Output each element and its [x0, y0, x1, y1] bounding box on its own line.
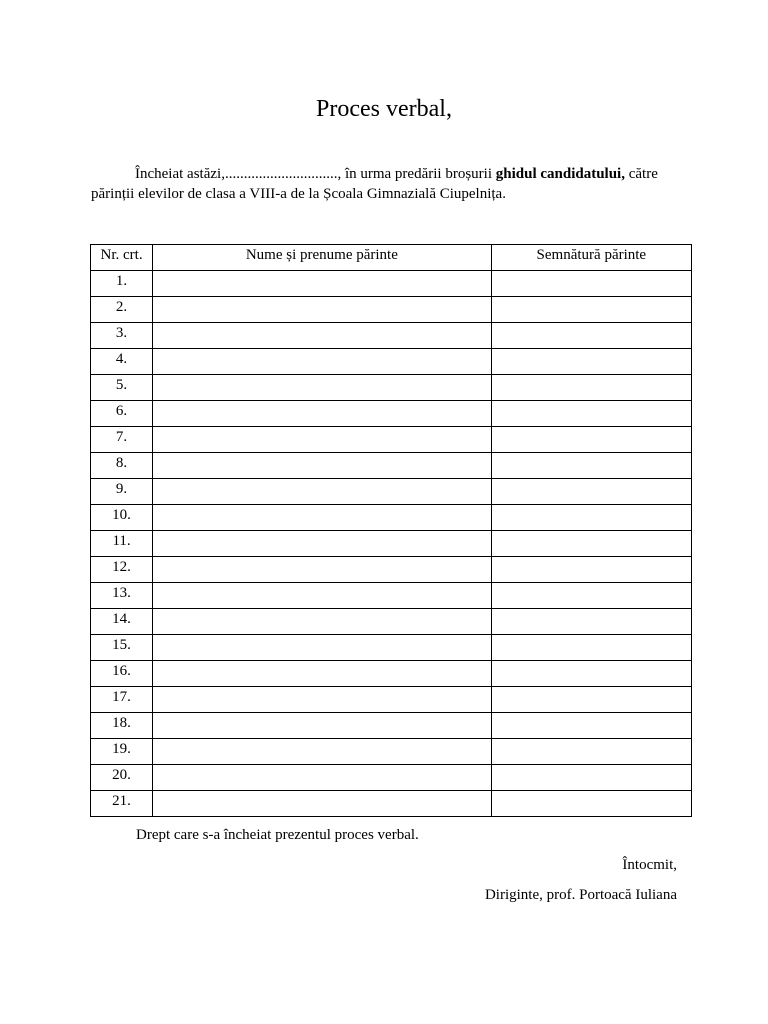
- parent-signature-cell[interactable]: [491, 687, 691, 713]
- table-row: [91, 297, 692, 323]
- row-number: 15.: [91, 635, 153, 661]
- parent-name-cell[interactable]: [153, 609, 492, 635]
- table-row: [91, 583, 692, 609]
- row-number: 3.: [91, 323, 153, 349]
- row-number: 5.: [91, 375, 153, 401]
- table-row: [91, 557, 692, 583]
- table-row: [91, 635, 692, 661]
- header-nr-crt: Nr. crt.: [91, 245, 153, 271]
- parent-signature-cell[interactable]: [491, 375, 691, 401]
- row-number: 21.: [91, 791, 153, 817]
- parent-signature-cell[interactable]: [491, 661, 691, 687]
- parent-name-cell[interactable]: [153, 375, 492, 401]
- row-number: 13.: [91, 583, 153, 609]
- parent-signature-cell[interactable]: [491, 349, 691, 375]
- row-number: 2.: [91, 297, 153, 323]
- made-by-label: Întocmit,: [622, 857, 677, 873]
- parent-signature-cell[interactable]: [491, 531, 691, 557]
- parent-signature-cell[interactable]: [491, 479, 691, 505]
- parent-signature-cell[interactable]: [491, 297, 691, 323]
- table-row: [91, 271, 692, 297]
- row-number: 9.: [91, 479, 153, 505]
- parent-name-cell[interactable]: [153, 739, 492, 765]
- table-row: [91, 323, 692, 349]
- intro-paragraph: [91, 164, 691, 204]
- intro-bold-text: ghidul candidatului,: [495, 166, 625, 182]
- parent-name-cell[interactable]: [153, 583, 492, 609]
- row-number: 17.: [91, 687, 153, 713]
- parent-signature-cell[interactable]: [491, 739, 691, 765]
- parent-name-cell[interactable]: [153, 765, 492, 791]
- parent-signature-cell[interactable]: [491, 635, 691, 661]
- header-signature: Semnătură părinte: [491, 245, 691, 271]
- row-number: 12.: [91, 557, 153, 583]
- table-row: [91, 505, 692, 531]
- parent-name-cell[interactable]: [153, 635, 492, 661]
- header-name: Nume și prenume părinte: [153, 245, 492, 271]
- table-row: [91, 479, 692, 505]
- row-number: 18.: [91, 713, 153, 739]
- parent-signature-cell[interactable]: [491, 401, 691, 427]
- row-number: 10.: [91, 505, 153, 531]
- parent-signature-cell[interactable]: [491, 271, 691, 297]
- parent-name-cell[interactable]: [153, 505, 492, 531]
- parent-name-cell[interactable]: [153, 297, 492, 323]
- closing-statement: Drept care s-a încheiat prezentul proces verbal.: [136, 827, 419, 843]
- signer-name: Diriginte, prof. Portoacă Iuliana: [484, 887, 677, 903]
- parent-signature-cell[interactable]: [491, 427, 691, 453]
- row-number: 20.: [91, 765, 153, 791]
- table-row: [91, 687, 692, 713]
- intro-line-2: părinții elevilor de clasa a VIII-a de la Școala Gimnazială Ciupelnița.: [91, 186, 506, 202]
- table-row: [91, 661, 692, 687]
- parent-name-cell[interactable]: [153, 531, 492, 557]
- intro-line-1: [91, 164, 691, 184]
- row-number: 4.: [91, 349, 153, 375]
- table-header-row: [91, 245, 692, 271]
- parent-name-cell[interactable]: [153, 427, 492, 453]
- parent-name-cell[interactable]: [153, 791, 492, 817]
- parent-name-cell[interactable]: [153, 323, 492, 349]
- parent-name-cell[interactable]: [153, 479, 492, 505]
- row-number: 6.: [91, 401, 153, 427]
- parent-signature-cell[interactable]: [491, 791, 691, 817]
- table-row: [91, 401, 692, 427]
- parent-signature-cell[interactable]: [491, 609, 691, 635]
- parent-signature-cell[interactable]: [491, 453, 691, 479]
- table-row: [91, 739, 692, 765]
- parent-signature-cell[interactable]: [491, 713, 691, 739]
- table-row: [91, 531, 692, 557]
- parent-name-cell[interactable]: [153, 271, 492, 297]
- table-row: [91, 609, 692, 635]
- parent-name-cell[interactable]: [153, 713, 492, 739]
- table-row: [91, 427, 692, 453]
- parent-name-cell[interactable]: [153, 453, 492, 479]
- row-number: 19.: [91, 739, 153, 765]
- parent-signature-cell[interactable]: [491, 765, 691, 791]
- table-row: [91, 375, 692, 401]
- table-row: [91, 453, 692, 479]
- parent-name-cell[interactable]: [153, 557, 492, 583]
- row-number: 11.: [91, 531, 153, 557]
- table-row: [91, 713, 692, 739]
- document-title: Proces verbal,: [316, 96, 452, 122]
- parent-name-cell[interactable]: [153, 349, 492, 375]
- row-number: 14.: [91, 609, 153, 635]
- intro-text-start: Încheiat astăzi,.............................., în urma predării broșurii: [135, 166, 496, 182]
- signature-table: [90, 244, 692, 817]
- table-body: [91, 271, 692, 817]
- table-row: [91, 791, 692, 817]
- parent-signature-cell[interactable]: [491, 323, 691, 349]
- parent-signature-cell[interactable]: [491, 505, 691, 531]
- intro-text-end: către: [624, 166, 658, 182]
- parent-name-cell[interactable]: [153, 401, 492, 427]
- row-number: 7.: [91, 427, 153, 453]
- parent-signature-cell[interactable]: [491, 583, 691, 609]
- parent-name-cell[interactable]: [153, 687, 492, 713]
- row-number: 16.: [91, 661, 153, 687]
- row-number: 1.: [91, 271, 153, 297]
- row-number: 8.: [91, 453, 153, 479]
- table-row: [91, 765, 692, 791]
- table-row: [91, 349, 692, 375]
- parent-name-cell[interactable]: [153, 661, 492, 687]
- parent-signature-cell[interactable]: [491, 557, 691, 583]
